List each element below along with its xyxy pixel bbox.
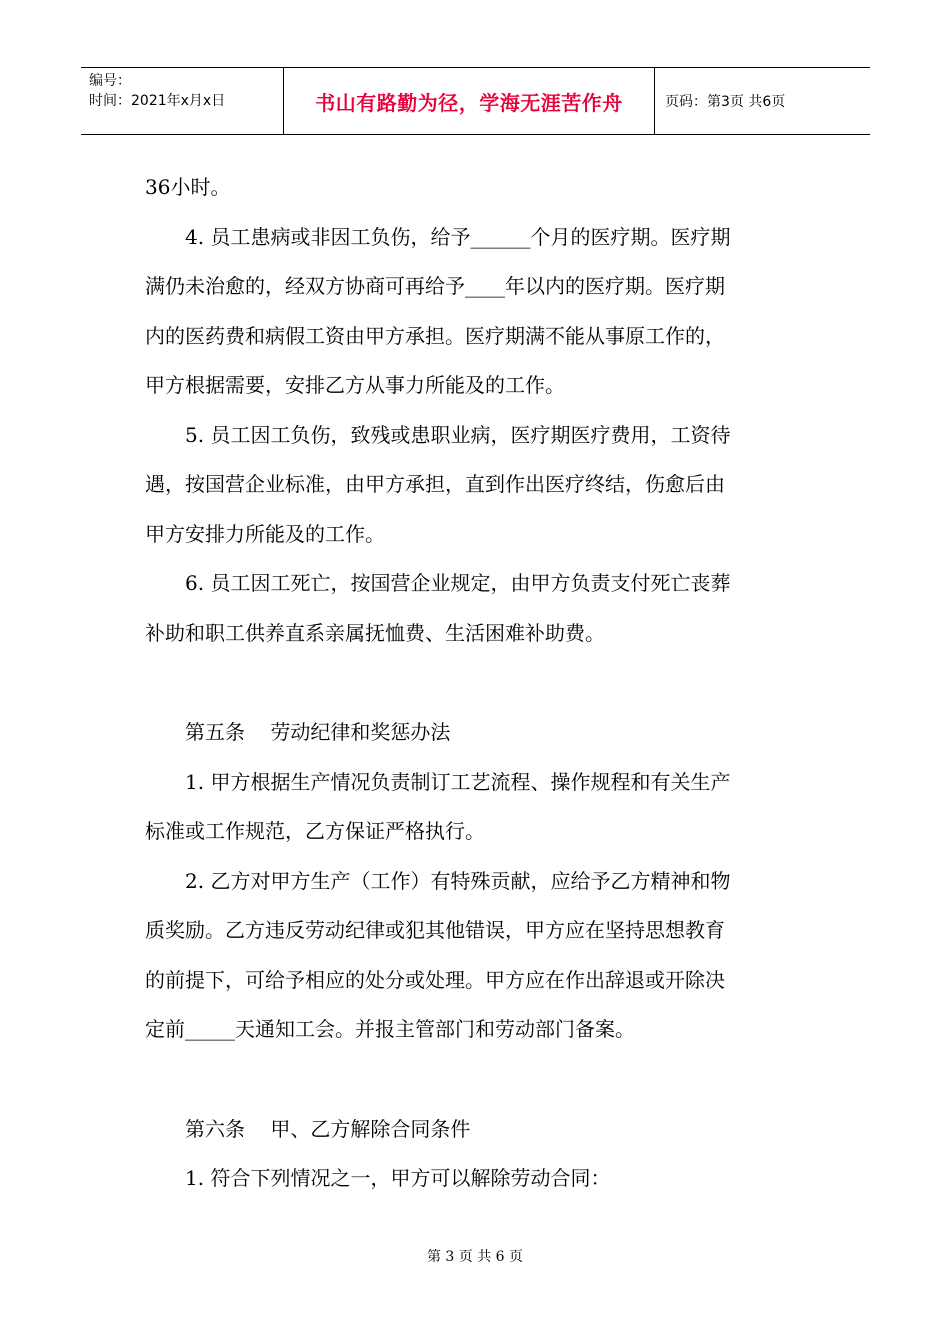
body-line: 补助和职工供养直系亲属抚恤费、生活困难补助费。 [145,620,605,645]
blank-field: _____ [185,1017,235,1041]
text-run: 满仍未治愈的，经双方协商可再给予 [145,274,465,298]
header-meta [81,68,283,134]
footer-page-number: 第 3 页 共 6 页 [426,1249,524,1265]
section-heading: 第六条 甲、乙方解除合同条件 [185,1116,471,1141]
body-line [145,1005,815,1055]
section-heading: 第五条 劳动纪律和奖惩办法 [185,720,451,744]
blank-field: ____ [465,274,505,298]
body-line: 甲方根据需要，安排乙方从事力所能及的工作。 [145,373,565,397]
body-line [145,262,815,312]
document-body [145,163,815,1204]
page-label: 页码：第3页 共6页 [665,94,786,110]
text-run: 年以内的医疗期。医疗期 [505,274,725,298]
body-line: 标准或工作规范，乙方保证严格执行。 [145,819,485,843]
blank-field: ______ [470,224,531,249]
body-line: 1. 甲方根据生产情况负责制订工艺流程、操作规程和有关生产 [185,769,731,794]
text-run: 天通知工会。并报主管部门和劳动部门备案。 [235,1017,635,1041]
header-motto-cell [283,68,655,134]
document-header [81,67,870,135]
body-line [145,213,815,263]
page-footer [0,1246,950,1266]
text-run: 4. 员工患病或非因工负伤，给予 [185,224,471,249]
number-label: 编号： [89,73,131,89]
motto: 书山有路勤为径，学海无涯苦作舟 [315,90,623,115]
body-line: 质奖励。乙方违反劳动纪律或犯其他错误，甲方应在坚持思想教育 [145,918,725,942]
text-run: 定前 [145,1017,185,1041]
body-line: 6. 员工因工死亡，按国营企业规定，由甲方负责支付死亡丧葬 [185,571,731,595]
body-line: 的前提下，可给予相应的处分或处理。甲方应在作出辞退或开除决 [145,967,725,992]
spacer [145,1055,815,1105]
spacer [145,658,815,708]
header-page-cell [655,68,870,134]
body-line: 遇，按国营企业标准，由甲方承担，直到作出医疗终结，伤愈后由 [145,472,725,496]
body-line: 内的医药费和病假工资由甲方承担。医疗期满不能从事原工作的， [145,323,725,348]
time-label: 时间：2021年x月x日 [89,93,226,109]
body-line: 甲方安排力所能及的工作。 [145,521,385,546]
body-line: 2. 乙方对甲方生产（工作）有特殊贡献，应给予乙方精神和物 [185,868,731,893]
text-run: 个月的医疗期。医疗期 [530,224,731,249]
body-line: 5. 员工因工负伤，致残或患职业病，医疗期医疗费用，工资待 [185,422,731,447]
body-line: 1. 符合下列情况之一，甲方可以解除劳动合同： [185,1166,611,1190]
body-line: 36小时。 [145,175,231,199]
